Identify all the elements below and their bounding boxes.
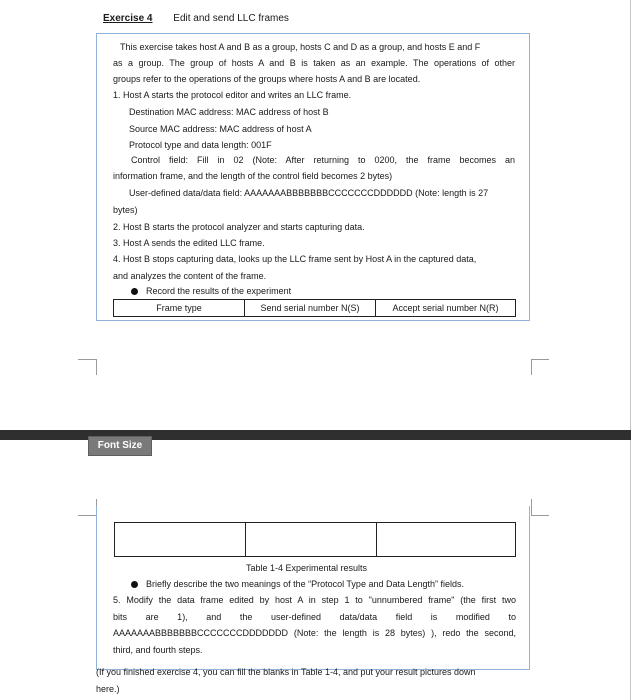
- crop-mark-bottom-right-h: [531, 515, 549, 516]
- crop-mark-top-left-h: [78, 359, 96, 360]
- destination-mac: Destination MAC address: MAC address of host B: [129, 107, 329, 117]
- table-header-frame-type: Frame type: [114, 300, 245, 317]
- intro-line-1: This exercise takes host A and B as a group, hosts C and D as a group, and hosts E and F: [120, 42, 481, 52]
- user-field-line-1: User-defined data/data field: AAAAAAABBBBBBBCCCCCCCDDDDDD (Note: length is 27: [129, 188, 489, 198]
- crop-mark-bottom-right-v: [531, 499, 532, 515]
- font-size-tooltip[interactable]: Font Size: [88, 436, 152, 456]
- table-cell-accept-serial[interactable]: [377, 523, 516, 557]
- table-header-send-serial: Send serial number N(S): [245, 300, 376, 317]
- exercise-heading: [103, 13, 289, 24]
- record-bullet-text: Record the results of the experiment: [146, 286, 292, 296]
- step-2: 2. Host B starts the protocol analyzer and starts capturing data.: [113, 222, 365, 232]
- step-4-line-2: and analyzes the content of the frame.: [113, 271, 267, 281]
- results-table-body: [114, 522, 516, 557]
- source-mac: Source MAC address: MAC address of host A: [129, 124, 312, 134]
- protocol-length: Protocol type and data length: 001F: [129, 140, 272, 150]
- intro-line-2: as a group. The group of hosts A and B is taken as an example. The operations of other: [113, 58, 515, 68]
- crop-mark-top-left-v: [96, 359, 97, 375]
- table-cell-send-serial[interactable]: [246, 523, 377, 557]
- step-5-line-4: third, and fourth steps.: [113, 645, 203, 655]
- describe-bullet: [131, 578, 464, 590]
- table-caption: Table 1-4 Experimental results: [246, 563, 368, 573]
- control-field-line-1: Control field: Fill in 02 (Note: After returning to 0200, the frame becomes an: [131, 155, 515, 165]
- describe-bullet-text: Briefly describe the two meanings of the “Protocol Type and Data Length” fields.: [146, 579, 465, 589]
- crop-mark-bottom-left-h: [78, 515, 96, 516]
- step-4-line-1: 4. Host B stops capturing data, looks up the LLC frame sent by Host A in the captured data,: [113, 254, 477, 264]
- step-5-line-2: bits are 1), and the user-defined data/data field is modified to: [113, 612, 516, 622]
- step-5-line-1: 5. Modify the data frame edited by host A in step 1 to "unnumbered frame" (the first two: [113, 595, 516, 605]
- bullet-dot: [131, 581, 138, 588]
- control-field-line-2: information frame, and the length of the control field becomes 2 bytes): [113, 171, 393, 181]
- user-field-line-2: bytes): [113, 205, 138, 215]
- exercise-label: Exercise 4: [103, 13, 153, 24]
- results-table-header: [113, 299, 516, 317]
- table-cell-frame-type[interactable]: [115, 523, 246, 557]
- table-header-accept-serial: Accept serial number N(R): [376, 300, 516, 317]
- step-3: 3. Host A sends the edited LLC frame.: [113, 238, 265, 248]
- crop-mark-top-right-h: [531, 359, 549, 360]
- step-1: 1. Host A starts the protocol editor and writes an LLC frame.: [113, 90, 352, 100]
- exercise-title: Edit and send LLC frames: [173, 13, 289, 24]
- intro-line-3: groups refer to the operations of the groups where hosts A and B are located.: [113, 74, 421, 84]
- finish-note-line-2: here.): [96, 684, 120, 694]
- step-5-line-3: AAAAAAABBBBBBBCCCCCCCDDDDDDD (Note: the length is 28 bytes) ), redo the second,: [113, 628, 516, 638]
- record-bullet: [131, 285, 291, 297]
- finish-note-line-1: (If you finished exercise 4, you can fill the blanks in Table 1-4, and put your result pictures down: [96, 667, 476, 677]
- bullet-dot: [131, 288, 138, 295]
- crop-mark-top-right-v: [531, 359, 532, 375]
